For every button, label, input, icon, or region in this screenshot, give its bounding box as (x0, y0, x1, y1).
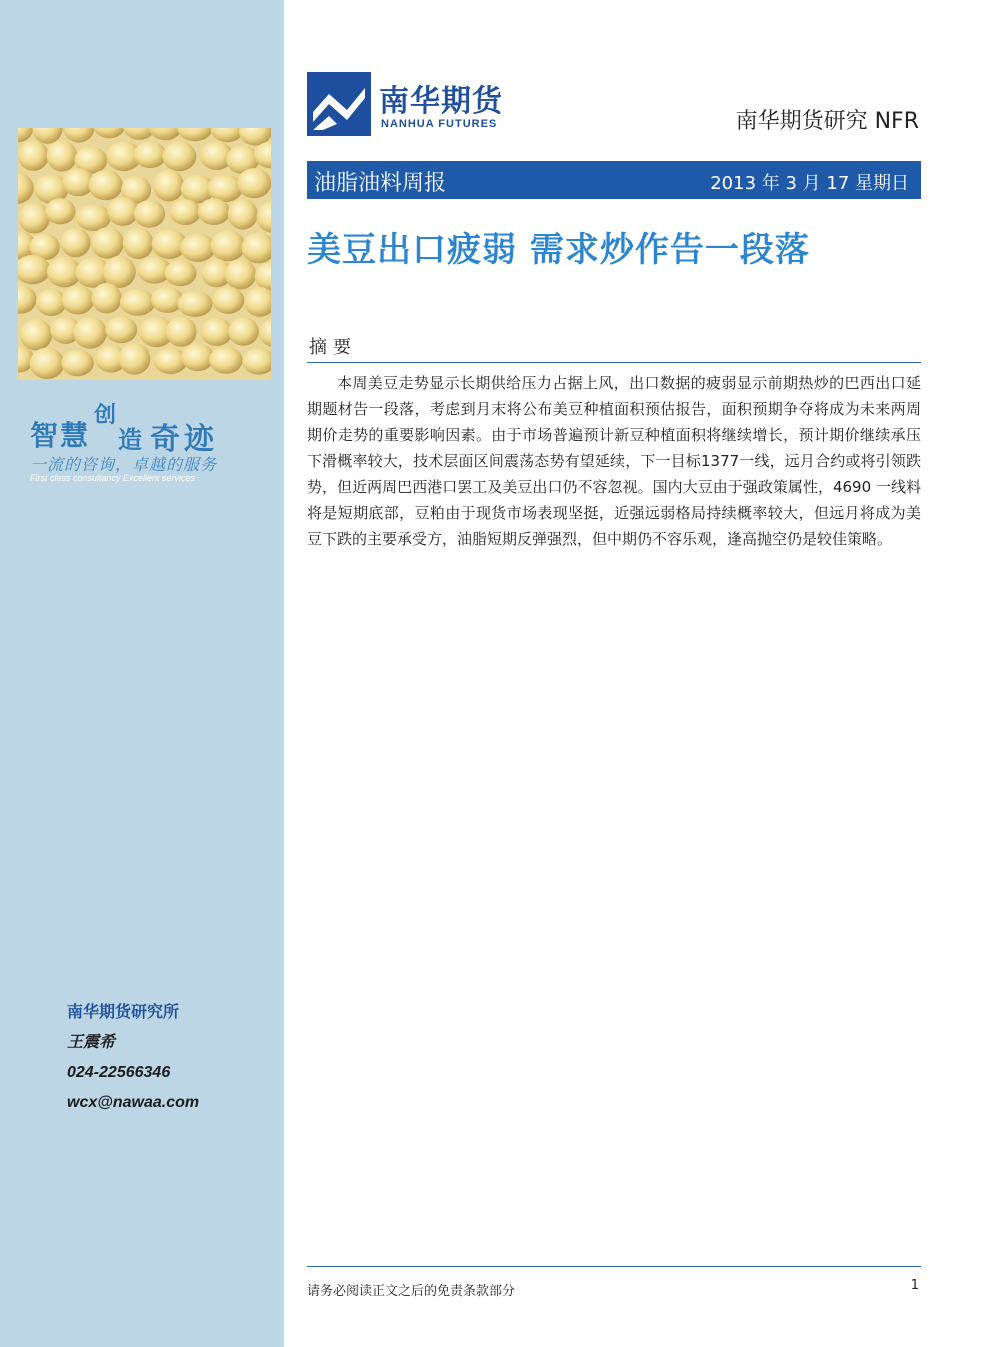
nanhua-logo-icon (307, 72, 371, 136)
soybean (198, 198, 230, 225)
soybean (45, 198, 75, 224)
soybean (177, 128, 213, 141)
soybean (244, 287, 271, 317)
soybean (76, 204, 111, 231)
soybean (228, 199, 258, 230)
soybean (73, 317, 107, 349)
soybean (123, 228, 154, 259)
soybean (105, 316, 137, 343)
slogan-char: 慧 (60, 419, 89, 452)
soybean (62, 286, 94, 315)
soybean (63, 128, 95, 143)
report-title-bar (307, 161, 921, 199)
nanhua-logo (307, 72, 537, 136)
summary-body: 本周美豆走势显示长期供给压力占据上风，出口数据的疲弱显示前期热炒的巴西出口延期题材告一段落，考虑到月末将公布美豆种植面积预估报告，面积预期争夺将成为未来两周期价走势的重要影响因素。由于市场普遍预计新豆种植面积将继续增长，预计期价继续承压下滑概率较大，技术层面区间震荡态势有望延续，下一目标1377一线，远月合约或将引领跌势，但近两周巴西港口罢工及美豆出口仍不容忽视。国内大豆由于强政策属性，4690 一线料将是短期底部，豆粕由于现货市场表现坚挺，近强远弱格局持续概率较大，但远月将成为美豆下跌的主要承受方，油脂短期反弹强烈，但中期仍不容乐观，逢高抛空仍是较佳策略。 (307, 374, 921, 548)
slogan-char: 造 (118, 425, 142, 454)
soybeans-image (18, 128, 271, 380)
report-date: 2013 年 3 月 17 星期日 (710, 173, 909, 194)
soybean (153, 170, 184, 202)
soybean (91, 227, 124, 258)
soybean (30, 348, 65, 380)
soybean (177, 291, 212, 317)
soybean (207, 175, 242, 203)
slogan-chinese: 一流的咨询，卓越的服务 (30, 455, 218, 474)
soybean (170, 199, 201, 225)
soybean (162, 141, 196, 171)
summary-heading-text: 摘要 (309, 337, 357, 358)
soybean (180, 234, 215, 262)
contact-phone: 024-22566346 (67, 1064, 171, 1081)
soybean (165, 260, 197, 286)
footer-divider (307, 1266, 921, 1267)
soybean (18, 140, 49, 171)
page-number: 1 (910, 1278, 919, 1293)
soybean (134, 200, 165, 228)
disclaimer-note: 请务必阅读正文之后的免责条款部分 (307, 1284, 516, 1299)
soybean (211, 230, 246, 261)
soybean (225, 259, 256, 289)
contact-name: 王震希 (67, 1034, 116, 1051)
soybean (61, 350, 94, 377)
soybean (18, 172, 34, 204)
slogan-char: 智 (30, 419, 59, 452)
soybean (36, 289, 67, 316)
soybean (181, 343, 214, 371)
soybean (47, 140, 77, 172)
slogan-english: First class consultancy Excellent services (30, 473, 196, 483)
soybean (93, 128, 126, 138)
report-type: 油脂油料周报 (314, 171, 447, 196)
soybean (18, 128, 33, 142)
soybean (134, 142, 167, 169)
soybean (237, 168, 271, 198)
logo-text-cn: 南华期货 (379, 84, 503, 119)
soybean (91, 283, 121, 313)
soybean (257, 201, 271, 233)
soybean (242, 348, 271, 375)
soybean (255, 262, 271, 290)
soybean (89, 170, 123, 200)
soybeans-photo (18, 128, 271, 380)
contact-block (67, 998, 199, 1118)
contact-org: 南华期货研究所 (67, 1004, 180, 1021)
soybean (166, 317, 197, 347)
summary-heading (307, 333, 921, 363)
contact-email[interactable]: wcx@nawaa.com (67, 1094, 200, 1111)
soybean (259, 318, 271, 347)
headline: 美豆出口疲弱 需求炒作告一段落 (307, 230, 810, 270)
sidebar (0, 0, 284, 1347)
soybean (212, 287, 244, 314)
slogan-char: 奇 (150, 422, 180, 457)
soybean (118, 343, 150, 375)
soybean (19, 203, 50, 234)
soybean (228, 317, 259, 345)
brand-label: 南华期货研究 NFR (735, 109, 919, 134)
slogan-char: 迹 (184, 422, 214, 457)
soybean (18, 285, 37, 314)
slogan-char: 创 (94, 402, 117, 428)
soybean (242, 232, 272, 263)
soybean (209, 347, 242, 374)
soybean (60, 228, 90, 258)
soybean (20, 319, 52, 351)
soybean (201, 318, 233, 346)
logo-text-en: NANHUA FUTURES (381, 118, 498, 130)
soybean (120, 289, 155, 316)
